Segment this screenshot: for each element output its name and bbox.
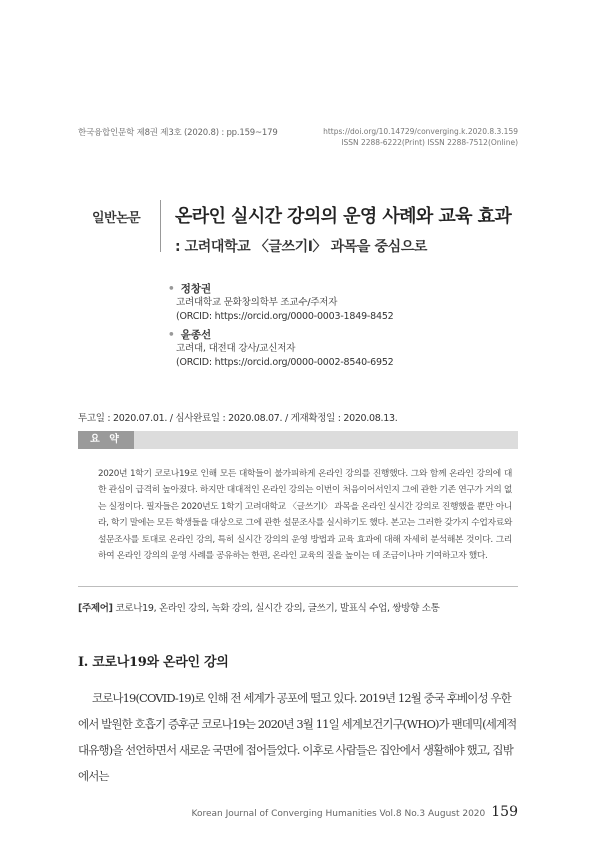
issn-text: ISSN 2288-6222(Print) ISSN 2288-7512(Online) [341,138,518,147]
section-heading: Ⅰ. 코로나19와 온라인 강의 [78,655,229,670]
author-orcid: (ORCID: https://orcid.org/0000-0002-8540-6952 [176,357,394,368]
bullet-icon: • [168,329,175,341]
abstract-text: 2020년 1학기 코로나19로 인해 모든 대학들이 불가피하게 온라인 강의를 진행했다. 그와 함께 온라인 강의에 대한 관심이 급격히 높아졌다. 하지만 대대적인 온라인 강의는 이번이 처음이어서인지 그에 관한 기존 연구가 거의 없는 실정이다. 필자들은 2020년도 1학기 고려대학교 〈글쓰기Ⅰ〉 과목을 온라인 실시간 강의로 진행했을 뿐만 아니라, 학기 말에는 모든 학생들을 대상으로 그에 관한 설문조사를 실시하기도 했다. 본고는 그러한 갖가지 수업자료와 설문조사를 토대로 온라인 강의, 특히 실시간 강의의 운영 방법과 교육 효과에 대해 자세히 분석해본 것이다. 그리하여 온라인 강의의 운영 사례를 공유하는 한편, 온라인 교육의 질을 높이는 데 조금이나마 기여하고자 했다. [98,469,512,562]
author-list [168,282,394,374]
journal-reference: 한국융합인문학 제8권 제3호 (2020.8) : pp.159~179 [78,128,278,138]
author-affiliation: 고려대, 대전대 강사/교신저자 [176,343,296,354]
bullet-icon: • [168,283,175,295]
keywords-line [78,600,440,614]
title-divider [160,200,161,252]
abstract-header-bar [78,431,518,449]
doi-text: https://doi.org/10.14729/converging.k.2020.8.3.159 [323,127,518,136]
abstract-divider [78,586,518,587]
author-entry [168,328,394,370]
keywords-label: [주제어] [78,603,113,614]
article-category: 일반논문 [92,211,141,226]
page-footer [191,804,518,820]
author-name-row [168,328,394,342]
author-name: 윤종선 [180,329,212,341]
author-entry [168,282,394,324]
author-name-row [168,282,394,296]
abstract-label: 요 약 [78,431,134,449]
body-paragraph: 코로나19(COVID-19)로 인해 전 세계가 공포에 떨고 있다. 2019년 12월 중국 후베이성 우한에서 발원한 호흡기 증후군 코로나19는 2020년 3월 11일 세계보건기구(WHO)가 팬데믹(세계적 대유행)을 선언하면서 새로운 국면에 접어들었다. 이후로 사람들은 집안에서 생활해야 했고, 집밖에서는 [78,691,517,783]
submission-dates: 투고일 : 2020.07.01. / 심사완료일 : 2020.08.07. / 게재확정일 : 2020.08.13. [78,413,398,424]
keywords-text: 코로나19, 온라인 강의, 녹화 강의, 실시간 강의, 글쓰기, 발표식 수업, 쌍방향 소통 [115,603,440,614]
page-number: 159 [491,804,518,820]
author-affiliation: 고려대학교 문화창의학부 조교수/주저자 [176,297,338,308]
paper-subtitle: : 고려대학교 〈글쓰기Ⅰ〉 과목을 중심으로 [175,239,427,255]
author-orcid: (ORCID: https://orcid.org/0000-0003-1849-8452 [176,311,394,322]
footer-journal: Korean Journal of Converging Humanities Vol.8 No.3 August 2020 [191,809,486,819]
body-text [78,685,518,789]
doi-issn-block [323,126,518,148]
paper-title: 온라인 실시간 강의의 운영 사례와 교육 효과 [175,206,512,227]
author-name: 정창권 [180,283,212,295]
